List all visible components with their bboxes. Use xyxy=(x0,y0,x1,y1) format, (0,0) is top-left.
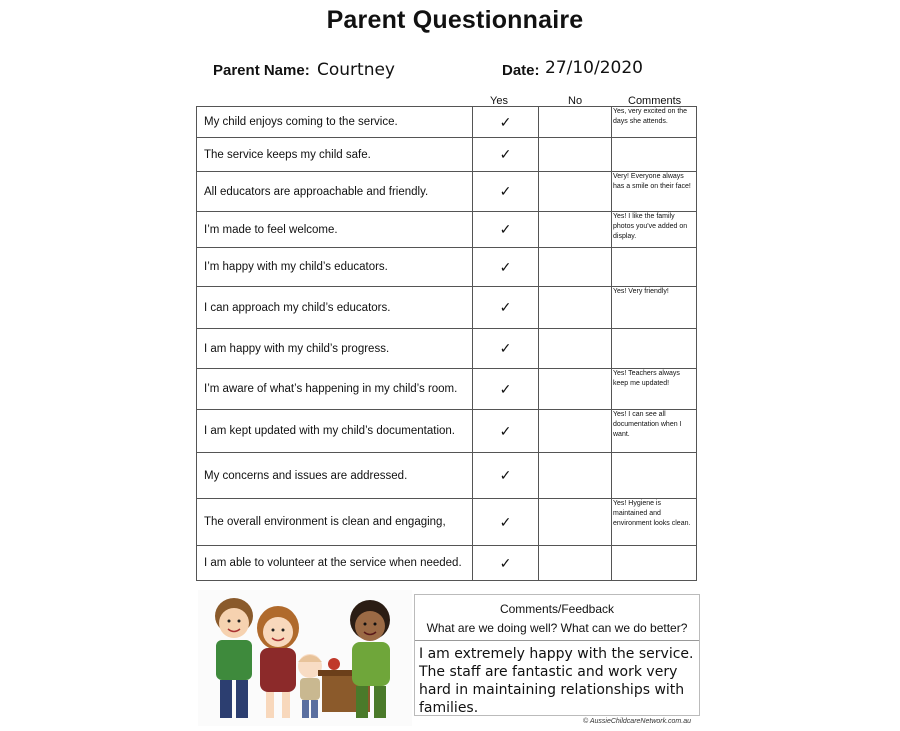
yes-checkmark: ✓ xyxy=(473,287,539,329)
question-row xyxy=(197,212,697,248)
yes-checkmark: ✓ xyxy=(473,248,539,287)
question-statement: My child enjoys coming to the service. xyxy=(197,107,473,138)
yes-checkmark: ✓ xyxy=(473,410,539,453)
feedback-text: I am extremely happy with the service. The staff are fantastic and work very hard in maintaining relationships with families. xyxy=(419,646,694,716)
question-statement: I am happy with my child’s progress. xyxy=(197,329,473,369)
comment-cell xyxy=(612,329,697,369)
column-header-yes: Yes xyxy=(490,95,508,107)
question-row xyxy=(197,453,697,499)
comment-cell: Yes, very excited on the days she attends. xyxy=(612,107,697,138)
yes-checkmark: ✓ xyxy=(473,107,539,138)
comment-cell xyxy=(612,453,697,499)
question-row xyxy=(197,248,697,287)
no-cell xyxy=(539,453,612,499)
yes-checkmark: ✓ xyxy=(473,369,539,410)
feedback-box xyxy=(414,594,700,716)
yes-checkmark: ✓ xyxy=(473,212,539,248)
no-cell xyxy=(539,212,612,248)
comment-cell: Yes! Hygiene is maintained and environment looks clean. xyxy=(612,499,697,546)
yes-checkmark: ✓ xyxy=(473,499,539,546)
comment-cell: Yes! I like the family photos you've added on display. xyxy=(612,212,697,248)
no-cell xyxy=(539,138,612,172)
yes-checkmark: ✓ xyxy=(473,329,539,369)
yes-checkmark: ✓ xyxy=(473,138,539,172)
parent-name-value: Courtney xyxy=(317,60,395,80)
no-cell xyxy=(539,329,612,369)
questionnaire-table xyxy=(196,106,697,581)
comment-cell: Yes! I can see all documentation when I want. xyxy=(612,410,697,453)
no-cell xyxy=(539,172,612,212)
comment-cell xyxy=(612,138,697,172)
yes-checkmark: ✓ xyxy=(473,172,539,212)
comment-cell xyxy=(612,546,697,581)
question-row xyxy=(197,107,697,138)
question-statement: I’m aware of what’s happening in my child’s room. xyxy=(197,369,473,410)
date-value: 27/10/2020 xyxy=(545,58,643,78)
question-statement: I am kept updated with my child’s documentation. xyxy=(197,410,473,453)
question-statement: My concerns and issues are addressed. xyxy=(197,453,473,499)
no-cell xyxy=(539,248,612,287)
comment-cell: Yes! Very friendly! xyxy=(612,287,697,329)
question-statement: I can approach my child’s educators. xyxy=(197,287,473,329)
no-cell xyxy=(539,499,612,546)
comment-cell: Very! Everyone always has a smile on their face! xyxy=(612,172,697,212)
feedback-heading: Comments/Feedback xyxy=(499,602,615,616)
question-statement: All educators are approachable and friendly. xyxy=(197,172,473,212)
comment-cell xyxy=(612,248,697,287)
question-row xyxy=(197,138,697,172)
yes-checkmark: ✓ xyxy=(473,453,539,499)
question-statement: The overall environment is clean and engaging, xyxy=(197,499,473,546)
question-row xyxy=(197,410,697,453)
parent-name-label: Parent Name: xyxy=(213,62,310,79)
date-label: Date: xyxy=(502,62,540,79)
question-row xyxy=(197,546,697,581)
question-statement: The service keeps my child safe. xyxy=(197,138,473,172)
copyright-credit: © AussieChildcareNetwork.com.au xyxy=(583,718,691,725)
no-cell xyxy=(539,369,612,410)
feedback-divider xyxy=(415,640,699,641)
feedback-question: What are we doing well? What can we do better? xyxy=(426,621,688,635)
question-row xyxy=(197,369,697,410)
no-cell xyxy=(539,546,612,581)
question-row xyxy=(197,329,697,369)
page-title: Parent Questionnaire xyxy=(326,6,584,34)
question-row xyxy=(197,499,697,546)
no-cell xyxy=(539,410,612,453)
comment-cell: Yes! Teachers always keep me updated! xyxy=(612,369,697,410)
question-row xyxy=(197,287,697,329)
no-cell xyxy=(539,107,612,138)
question-statement: I’m made to feel welcome. xyxy=(197,212,473,248)
family-illustration xyxy=(198,590,412,726)
question-row xyxy=(197,172,697,212)
question-statement: I am able to volunteer at the service when needed. xyxy=(197,546,473,581)
no-cell xyxy=(539,287,612,329)
column-header-no: No xyxy=(568,95,583,107)
yes-checkmark: ✓ xyxy=(473,546,539,581)
question-statement: I’m happy with my child’s educators. xyxy=(197,248,473,287)
column-header-comments: Comments xyxy=(628,95,682,107)
